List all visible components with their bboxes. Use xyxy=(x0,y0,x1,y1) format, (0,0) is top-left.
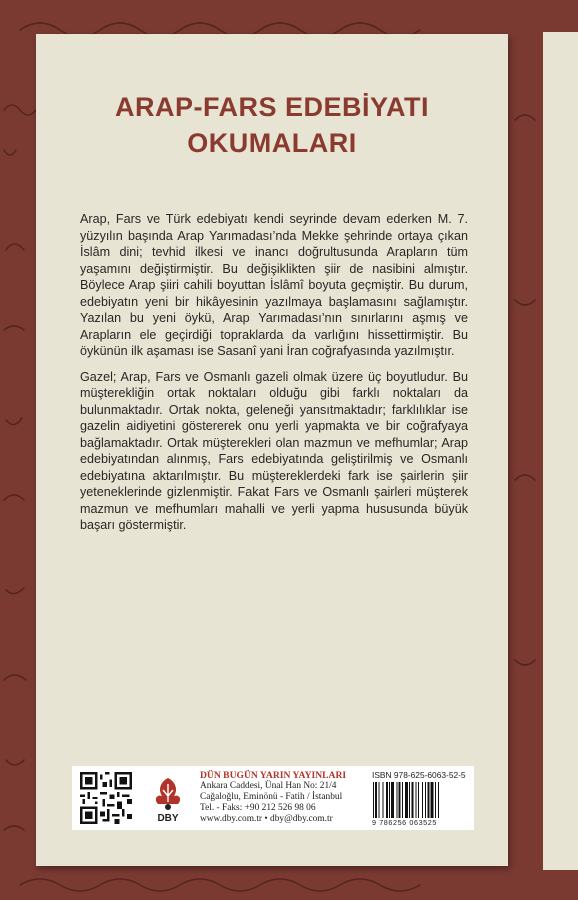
blurb-paragraph-1: Arap, Fars ve Türk edebiyatı kendi seyrinde devam ederken M. 7. yüzyılın başında Arap Yarımadası’nda Mekke şehrinde ortaya çıkan İslâm dini; tevhid ilkesi ve inancı doğrultusunda Arapların tüm yaşamını değiştirmiştir. Bu değişiklikten şiir de nasibini almıştır. Böylece Arap şiiri cahili boyuttan İslâmî boyuta geçmiştir. Bu durum, edebiyatın yeni bir hikâyesinin yazılmaya başlamasını sağlamıştır. Yazılan bu yeni öykü, Arap Yarımadası’nın sınırlarını aşmış ve Arapların ele geçirdiği topraklarda da varlığını hissettirmiştir. Bu öykünün ilk aşaması ise Sasanî yani İran coğrafyasında yazılmıştır. xyxy=(80,212,468,358)
publisher-web: www.dby.com.tr • dby@dby.com.tr xyxy=(200,814,333,824)
isbn-label: ISBN 978-625-6063-52-5 xyxy=(372,770,466,780)
publisher-name: DÜN BUGÜN YARIN YAYINLARI xyxy=(200,770,347,781)
blurb-paragraph-2: Gazel; Arap, Fars ve Osmanlı gazeli olmak üzere üç boyutludur. Bu müşterekliğin ortak noktaları olduğu gibi farklı noktaları da bulunmaktadır. Ortak nokta, geleneği yansıtmaktadır; farklılıklar ise gazelin aidiyetini göstererek onu yerli yapmakta ve bir coğrafyaya bağlamaktadır. Ortak müşterekleri olan mazmun ve mefhumlar; Arap edebiyatından alınmış, Fars edebiyatında geliştirilmiş ve Osmanlı edebiyatına aktarılmıştır. Bu müştereklerdeki fark ise şairlerin şiir yeteneklerinde gizlenmiştir. Fakat Fars ve Osmanlı şairleri müşterek mazmun ve mefhumları mahalli ve yerli yapma hususunda büyük başarı göstermiştir. xyxy=(80,369,468,532)
publisher-info xyxy=(200,770,350,825)
publisher-logo-icon xyxy=(150,774,186,824)
book-title-line2: OKUMALARI xyxy=(187,128,357,158)
back-cover-panel xyxy=(36,34,508,866)
publisher-address-line1: Ankara Caddesi, Ünal Han No: 21/4 xyxy=(200,781,337,791)
book-title-line1: ARAP-FARS EDEBİYATI xyxy=(114,92,430,122)
logo-text: DBY xyxy=(157,813,179,824)
qr-code-icon xyxy=(80,772,132,824)
publisher-phone: Tel. - Faks: +90 212 526 98 06 xyxy=(200,803,316,813)
blurb-text xyxy=(80,211,468,543)
isbn-barcode xyxy=(372,782,468,818)
publisher-address-line2: Cağaloğlu, Eminönü - Fatih / İstanbul xyxy=(200,792,343,802)
barcode-number: 9 786256 063525 xyxy=(372,818,437,827)
publisher-footer xyxy=(72,766,474,830)
adjacent-cover-panel xyxy=(543,32,578,870)
